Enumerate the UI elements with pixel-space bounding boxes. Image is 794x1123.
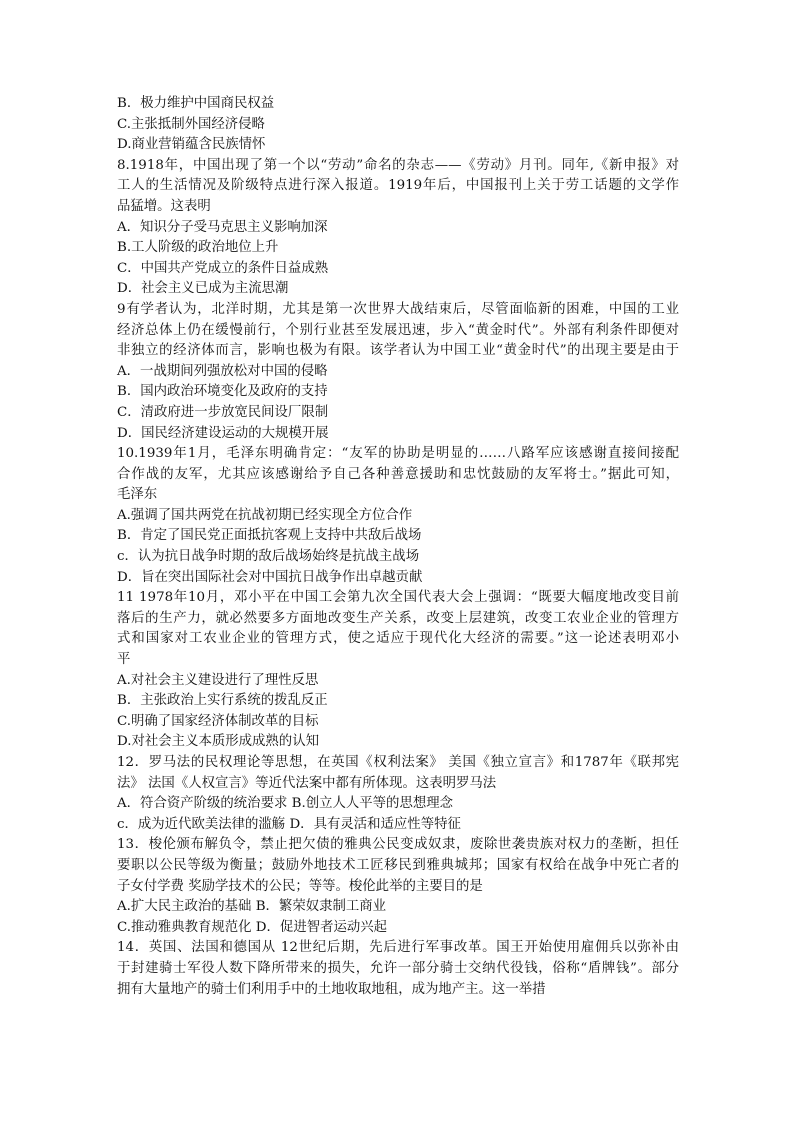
text-line: A.强调了国共两党在抗战初期已经实现全方位合作 [117, 507, 413, 523]
exam-page [117, 94, 679, 1000]
text-line: B．国内政治环境变化及政府的支持 [117, 384, 328, 400]
text-line: 11 1978年10月，邓小平在中国工会第九次全国代表大会上强调：“既要大幅度地改变目前 [117, 590, 679, 606]
text-line: 工人的生活情况及阶级特点进行深入报道。1919年后，中国报刊上关于劳工话题的文学作 [117, 178, 679, 194]
text-line: 经济总体上仍在缓慢前行，个别行业甚至发展迅速，步入“黄金时代”。外部有利条件即便对 [117, 322, 679, 338]
text-line: B．肯定了国民党正面抵抗客观上支持中共敌后战场 [117, 528, 422, 544]
text-line: A.对社会主义建设进行了理性反思 [117, 672, 319, 688]
text-line: A．符合资产阶级的统治要求 B.创立人人平等的思想理念 [117, 796, 454, 812]
text-line: c．成为近代欧美法律的滥觞 D．具有灵活和适应性等特征 [117, 816, 461, 832]
text-line: C．中国共产党成立的条件日益成熟 [117, 260, 329, 276]
text-line: 8.1918年，中国出现了第一个以“劳动”命名的杂志——《劳动》月刊。同年,《新申报》对 [117, 157, 679, 173]
text-line: 非独立的经济体而言，影响也极为有限。该学者认为中国工业“黄金时代”的出现主要是由于 [117, 343, 679, 359]
text-line: D．国民经济建设运动的大规模开展 [117, 425, 329, 441]
text-line: 平 [117, 652, 131, 668]
text-line: 子女付学费 奖励学技术的公民；等等。梭伦此举的主要目的是 [117, 878, 483, 894]
text-line: A．一战期间列强放松对中国的侵略 [117, 363, 328, 379]
text-line: c．认为抗日战争时期的敌后战场始终是抗战主战场 [117, 549, 420, 565]
text-line: A．知识分子受马克思主义影响加深 [117, 219, 328, 235]
text-line: 13．梭伦颁布解负令，禁止把欠债的雅典公民变成奴隶，废除世袭贵族对权力的垄断，担任 [117, 837, 679, 853]
text-line: 要职以公民等级为衡量；鼓励外地技术工匠移民到雅典城邦；国家有权给在战争中死亡者的 [117, 857, 679, 873]
text-line: 法》 法国《人权宣言》等近代法案中都有所体现。这表明罗马法 [117, 775, 497, 791]
text-line: 拥有大量地产的骑士们利用手中的土地收取地租，成为地产主。这一举措 [117, 981, 546, 997]
text-line: C.主张抵制外国经济侵略 [117, 116, 265, 132]
text-line: 品猛增。这表明 [117, 198, 211, 214]
text-line: 合作战的友军，尤其应该感谢给予自己各种善意援助和忠忱鼓励的友军将士。”据此可知， [117, 466, 679, 482]
text-line: 9有学者认为，北洋时期，尤其是第一次世界大战结束后，尽管面临新的困难，中国的工业 [117, 301, 679, 317]
text-line: C．清政府进一步放宽民间设厂限制 [117, 404, 329, 420]
text-line: C.推动雅典教育规范化 D．促进智者运动兴起 [117, 919, 388, 935]
text-line: D.商业营销蕴含民族情怀 [117, 137, 266, 153]
text-line: 14．英国、法国和德国从 12世纪后期，先后进行军事改革。国王开始使用雇佣兵以弥补由 [117, 940, 679, 956]
text-line: 10.1939年1月，毛泽东明确肯定：“友军的协助是明显的……八路军应该感谢直接间接配 [117, 446, 679, 462]
text-line: D．社会主义已成为主流思潮 [117, 281, 289, 297]
text-line: B．主张政治上实行系统的拨乱反正 [117, 693, 328, 709]
text-line: 12．罗马法的民权理论等思想，在英国《权利法案》 美国《独立宣言》和1787年《联邦宪 [117, 755, 679, 770]
text-line: B.工人阶级的政治地位上升 [117, 240, 279, 256]
text-line: D.对社会主义本质形成成熟的认知 [117, 734, 319, 750]
text-line: 落后的生产力，就必然要多方面地改变生产关系，改变上层建筑，改变工农业企业的管理方 [117, 610, 679, 626]
text-line: C.明确了国家经济体制改革的目标 [117, 713, 319, 729]
text-line: D．旨在突出国际社会对中国抗日战争作出卓越贡献 [117, 569, 423, 585]
text-line: B．极力维护中国商民权益 [117, 96, 275, 111]
text-line: 于封建骑士军役人数下降所带来的损失，允许一部分骑士交纳代役钱，俗称“盾牌钱”。部分 [117, 960, 679, 976]
text-line: A.扩大民主政治的基础 B．繁荣奴隶制工商业 [117, 899, 387, 915]
text-line: 式和国家对工农业企业的管理方式，使之适应于现代化大经济的需要。”这一论述表明邓小 [117, 631, 679, 647]
text-line: 毛泽东 [117, 487, 158, 503]
